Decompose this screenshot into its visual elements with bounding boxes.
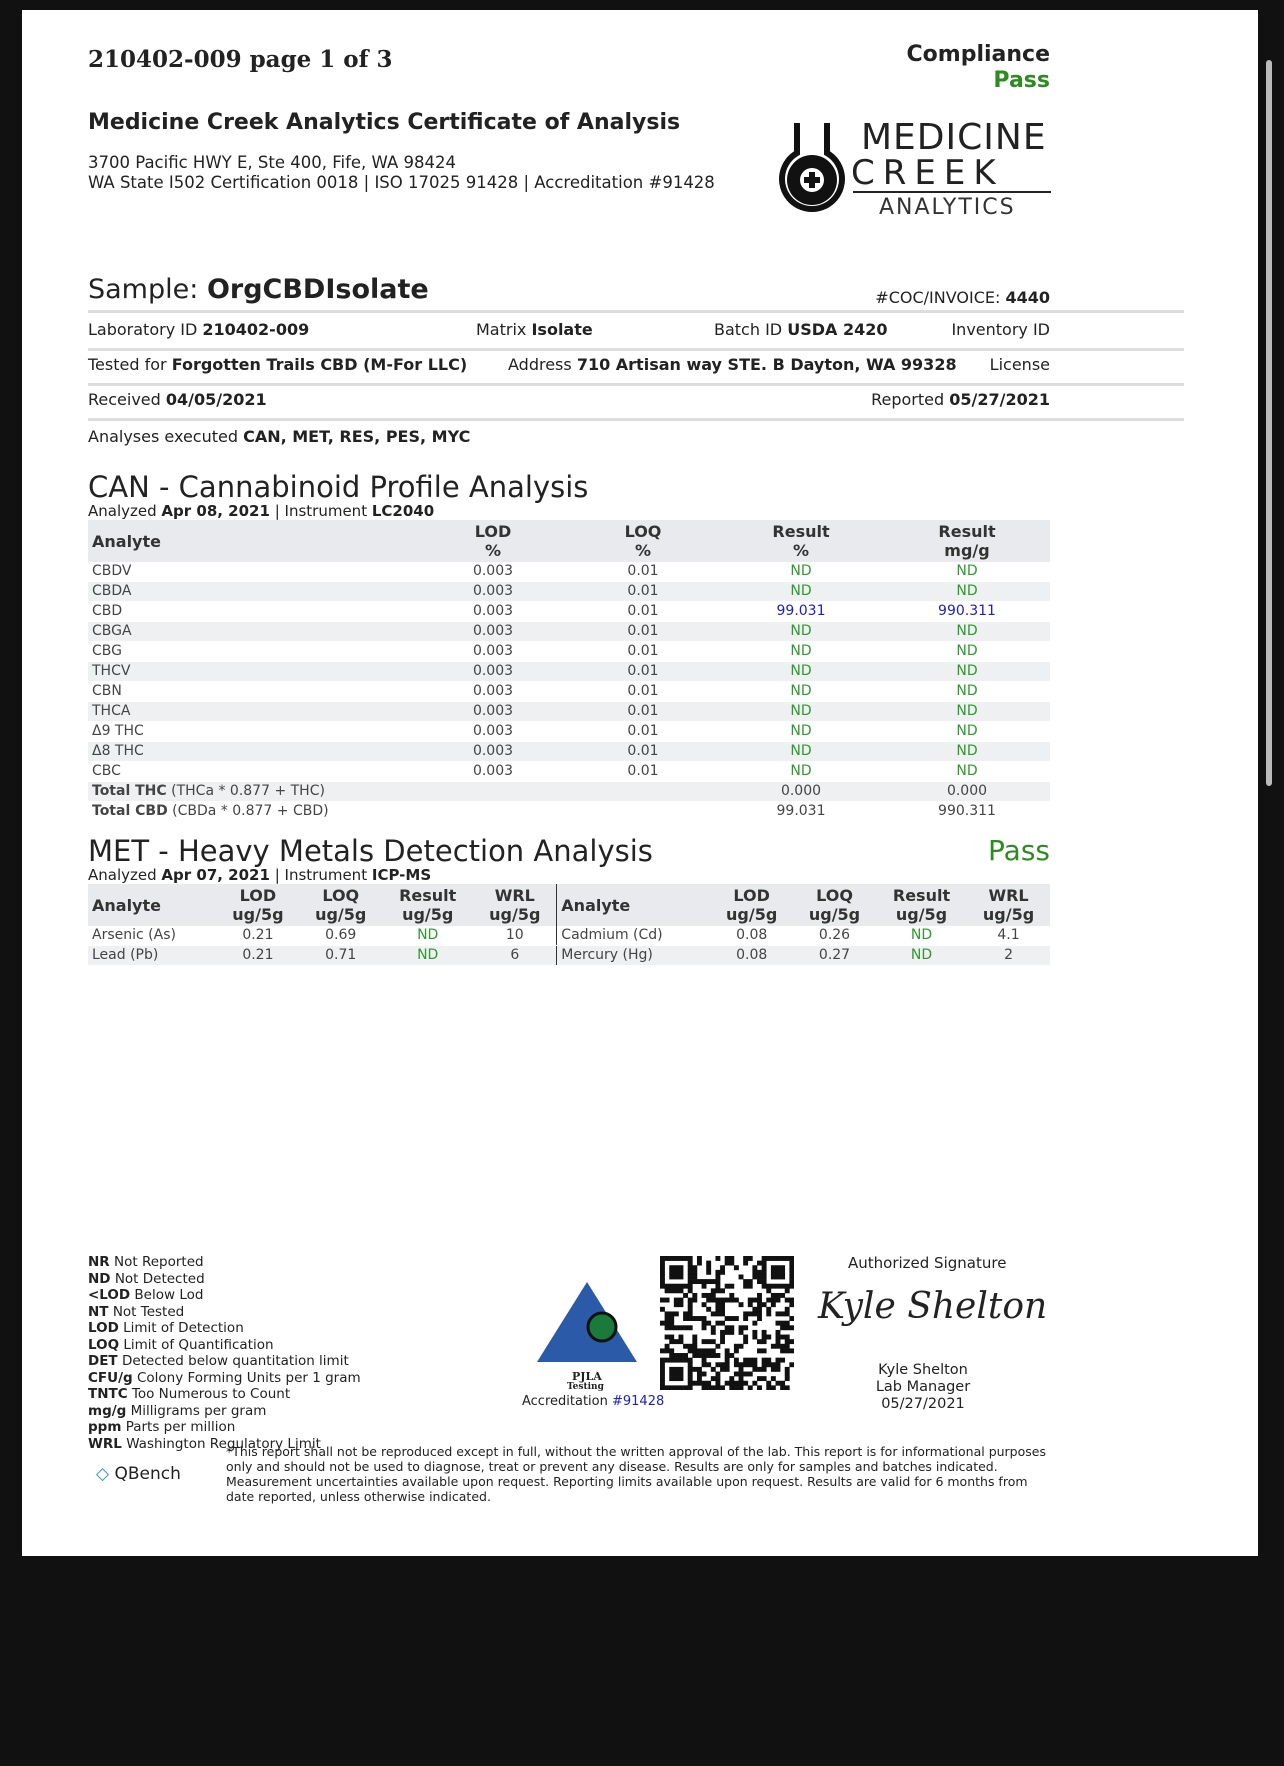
scrollbar[interactable] — [1266, 60, 1272, 786]
table-cell: ND — [718, 562, 884, 582]
pjla-logo: PJLA Testing — [532, 1272, 662, 1372]
table-cell: 0.01 — [568, 562, 718, 582]
table-cell: ND — [876, 926, 967, 946]
table-row — [88, 602, 1050, 622]
total-mg: 990.311 — [884, 802, 1050, 822]
table-cell: ND — [718, 682, 884, 702]
met-col-header: LOD ug/5g — [710, 884, 793, 926]
license-label: License — [989, 355, 1050, 374]
table-row — [88, 722, 1050, 742]
legend-item: NT Not Tested — [88, 1303, 185, 1320]
compliance-label: Compliance — [906, 42, 1050, 67]
met-col-header: Analyte — [557, 884, 710, 926]
table-cell: CBN — [88, 682, 418, 702]
table-cell: 0.003 — [418, 662, 568, 682]
total-row — [88, 802, 1050, 822]
table-cell: 0.01 — [568, 762, 718, 782]
accreditation: Accreditation #91428 — [522, 1394, 665, 1409]
table-cell: 99.031 — [718, 602, 884, 622]
table-row — [88, 582, 1050, 602]
table-row — [88, 762, 1050, 782]
table-cell: 0.21 — [216, 946, 299, 966]
col-loq: LOQ % — [568, 520, 718, 562]
batch-id: USDA 2420 — [787, 320, 888, 339]
table-cell: 0.01 — [568, 582, 718, 602]
legend-item: WRL Washington Regulatory Limit — [88, 1435, 321, 1452]
qr-code-icon[interactable] — [660, 1256, 794, 1390]
total-row — [88, 782, 1050, 802]
table-cell: Δ9 THC — [88, 722, 418, 742]
col-result-mg: Result mg/g — [884, 520, 1050, 562]
met-col-header: WRL ug/5g — [473, 884, 557, 926]
lab-address: 3700 Pacific HWY E, Ste 400, Fife, WA 98424 — [88, 153, 456, 172]
qbench-icon: ◇ — [96, 1464, 110, 1484]
met-col-header: Analyte — [88, 884, 216, 926]
total-label: Total THC (THCa * 0.877 + THC) — [88, 782, 418, 802]
table-cell: ND — [718, 662, 884, 682]
table-cell: CBDA — [88, 582, 418, 602]
compliance-status: Pass — [993, 68, 1050, 93]
met-status: Pass — [988, 834, 1050, 867]
table-cell: ND — [718, 742, 884, 762]
table-cell: ND — [884, 742, 1050, 762]
table-cell: 0.69 — [299, 926, 382, 946]
client-address: 710 Artisan way STE. B Dayton, WA 99328 — [576, 355, 957, 374]
total-mg: 0.000 — [884, 782, 1050, 802]
sample-info-row-3: Received 04/05/2021 Reported 05/27/2021 — [88, 390, 1184, 421]
table-cell: Δ8 THC — [88, 742, 418, 762]
table-row — [88, 702, 1050, 722]
table-cell: 0.003 — [418, 762, 568, 782]
table-cell: 0.01 — [568, 622, 718, 642]
met-analyzed: Analyzed Apr 07, 2021 | Instrument ICP-MS — [88, 866, 432, 884]
heavy-metals-table — [88, 884, 1050, 966]
table-row — [88, 562, 1050, 582]
met-col-header: Result ug/5g — [876, 884, 967, 926]
logo-text-analytics: ANALYTICS — [879, 195, 1016, 220]
table-cell: 0.01 — [568, 742, 718, 762]
table-row — [88, 662, 1050, 682]
can-analyzed: Analyzed Apr 08, 2021 | Instrument LC2040 — [88, 502, 435, 520]
qbench-logo: ◇ QBench — [96, 1464, 181, 1484]
sample-title: Sample: OrgCBDIsolate — [88, 274, 429, 305]
table-row — [88, 742, 1050, 762]
met-col-header: LOQ ug/5g — [793, 884, 876, 926]
col-result-pct: Result % — [718, 520, 884, 562]
table-cell: ND — [884, 562, 1050, 582]
table-cell: Arsenic (As) — [88, 926, 216, 946]
legend-item: DET Detected below quantitation limit — [88, 1353, 349, 1369]
table-cell: ND — [718, 722, 884, 742]
met-col-header: Result ug/5g — [382, 884, 473, 926]
analyses-executed: Analyses executed CAN, MET, RES, PES, MYC — [88, 427, 471, 446]
table-cell: ND — [382, 926, 473, 946]
received-date: 04/05/2021 — [165, 390, 267, 409]
logo-text-creek: CREEK — [851, 153, 1004, 193]
coc-invoice: #COC/INVOICE: 4440 — [875, 288, 1050, 307]
table-cell: 0.26 — [793, 926, 876, 946]
table-cell: 4.1 — [967, 926, 1050, 946]
table-cell: 0.003 — [418, 562, 568, 582]
total-pct: 0.000 — [718, 782, 884, 802]
certifications: WA State I502 Certification 0018 | ISO 17025 91428 | Accreditation #91428 — [88, 173, 715, 192]
lab-id: 210402-009 — [202, 320, 310, 339]
matrix: Isolate — [531, 320, 593, 339]
table-cell: ND — [884, 642, 1050, 662]
table-cell: 0.003 — [418, 722, 568, 742]
table-cell: 0.01 — [568, 702, 718, 722]
table-cell: CBD — [88, 602, 418, 622]
met-col-header: LOD ug/5g — [216, 884, 299, 926]
table-cell: 6 — [473, 946, 557, 966]
table-cell: 0.01 — [568, 662, 718, 682]
table-row — [88, 946, 1050, 966]
table-row — [88, 682, 1050, 702]
abbreviation-legend — [88, 1254, 361, 1452]
cannabinoid-table — [88, 520, 1050, 822]
table-cell: 0.21 — [216, 926, 299, 946]
total-label: Total CBD (CBDa * 0.877 + CBD) — [88, 802, 418, 822]
col-analyte: Analyte — [88, 520, 418, 562]
table-cell: Cadmium (Cd) — [557, 926, 710, 946]
table-cell: ND — [884, 682, 1050, 702]
table-cell: 0.003 — [418, 582, 568, 602]
table-cell: ND — [382, 946, 473, 966]
table-cell: 0.71 — [299, 946, 382, 966]
met-section-title: MET - Heavy Metals Detection Analysis — [88, 834, 653, 868]
table-cell: 0.08 — [710, 946, 793, 966]
flask-cross-icon — [775, 115, 855, 225]
table-cell: 0.003 — [418, 602, 568, 622]
table-row — [88, 642, 1050, 662]
accreditation-link[interactable]: #91428 — [612, 1394, 665, 1409]
signature-label: Authorized Signature — [848, 1254, 1007, 1272]
table-cell: CBGA — [88, 622, 418, 642]
legend-item: CFU/g Colony Forming Units per 1 gram — [88, 1369, 361, 1386]
table-cell: 0.01 — [568, 722, 718, 742]
legend-item: ND Not Detected — [88, 1270, 205, 1287]
signer-block: Kyle Shelton Lab Manager 05/27/2021 — [875, 1362, 971, 1412]
table-cell: ND — [884, 722, 1050, 742]
table-row — [88, 622, 1050, 642]
table-cell: 0.08 — [710, 926, 793, 946]
table-cell: Mercury (Hg) — [557, 946, 710, 966]
table-row — [88, 926, 1050, 946]
table-cell: ND — [876, 946, 967, 966]
table-cell: THCA — [88, 702, 418, 722]
sample-info-row-1: Laboratory ID 210402-009 Matrix Isolate Batch ID USDA 2420 Inventory ID — [88, 320, 1184, 351]
table-cell: 0.01 — [568, 682, 718, 702]
legend-item: TNTC Too Numerous to Count — [88, 1386, 291, 1402]
table-cell: 0.01 — [568, 642, 718, 662]
met-col-header: WRL ug/5g — [967, 884, 1050, 926]
table-cell: 0.003 — [418, 642, 568, 662]
signature-image: Kyle Shelton — [818, 1286, 1048, 1327]
legend-item: ppm Parts per million — [88, 1419, 236, 1435]
table-cell: ND — [884, 622, 1050, 642]
legend-item: mg/g Milligrams per gram — [88, 1402, 267, 1419]
inventory-id-label: Inventory ID — [951, 320, 1050, 339]
can-section-title: CAN - Cannabinoid Profile Analysis — [88, 470, 589, 504]
met-col-header: LOQ ug/5g — [299, 884, 382, 926]
sample-name: OrgCBDIsolate — [206, 274, 429, 305]
table-cell: Lead (Pb) — [88, 946, 216, 966]
table-cell: CBC — [88, 762, 418, 782]
table-cell: 0.003 — [418, 682, 568, 702]
reported-date: 05/27/2021 — [949, 390, 1050, 409]
table-cell: ND — [718, 762, 884, 782]
table-cell: ND — [718, 582, 884, 602]
col-lod: LOD % — [418, 520, 568, 562]
logo-text-medicine: MEDICINE — [861, 117, 1047, 158]
client-name: Forgotten Trails CBD (M-For LLC) — [171, 355, 468, 374]
table-cell: ND — [884, 702, 1050, 722]
table-cell: 0.27 — [793, 946, 876, 966]
legend-item: NR Not Reported — [88, 1254, 204, 1270]
medicine-creek-logo — [775, 115, 1055, 225]
table-cell: 2 — [967, 946, 1050, 966]
page-label: 210402-009 page 1 of 3 — [88, 46, 393, 73]
table-cell: ND — [884, 762, 1050, 782]
table-cell: 0.003 — [418, 702, 568, 722]
table-cell: 0.01 — [568, 602, 718, 622]
table-cell: ND — [718, 702, 884, 722]
table-cell: 0.003 — [418, 742, 568, 762]
report-title: Medicine Creek Analytics Certificate of Analysis — [88, 110, 681, 135]
table-cell: ND — [884, 662, 1050, 682]
table-cell: ND — [718, 642, 884, 662]
table-cell: 10 — [473, 926, 557, 946]
table-cell: 990.311 — [884, 602, 1050, 622]
pjla-triangle-icon — [532, 1272, 642, 1367]
total-pct: 99.031 — [718, 802, 884, 822]
table-cell: THCV — [88, 662, 418, 682]
legend-item: LOQ Limit of Quantification — [88, 1336, 274, 1353]
legend-item: LOD Limit of Detection — [88, 1320, 244, 1336]
table-cell: ND — [884, 582, 1050, 602]
sample-info-row-2: Tested for Forgotten Trails CBD (M-For LLC) Address 710 Artisan way STE. B Dayton, WA 99328 License — [88, 355, 1184, 386]
disclaimer: *This report shall not be reproduced except in full, without the written approval of the lab. This report is for informational purposes only and should not be used to diagnose, treat or prevent any disease. Results are only for samples and batches indicated. Measurement uncertainties available upon request. Reporting limits available upon request. Results are valid for 6 months from date reported, unless otherwise indicated. — [226, 1444, 1046, 1504]
table-cell: CBG — [88, 642, 418, 662]
table-cell: 0.003 — [418, 622, 568, 642]
legend-item: <LOD Below Lod — [88, 1287, 204, 1303]
table-cell: CBDV — [88, 562, 418, 582]
table-cell: ND — [718, 622, 884, 642]
